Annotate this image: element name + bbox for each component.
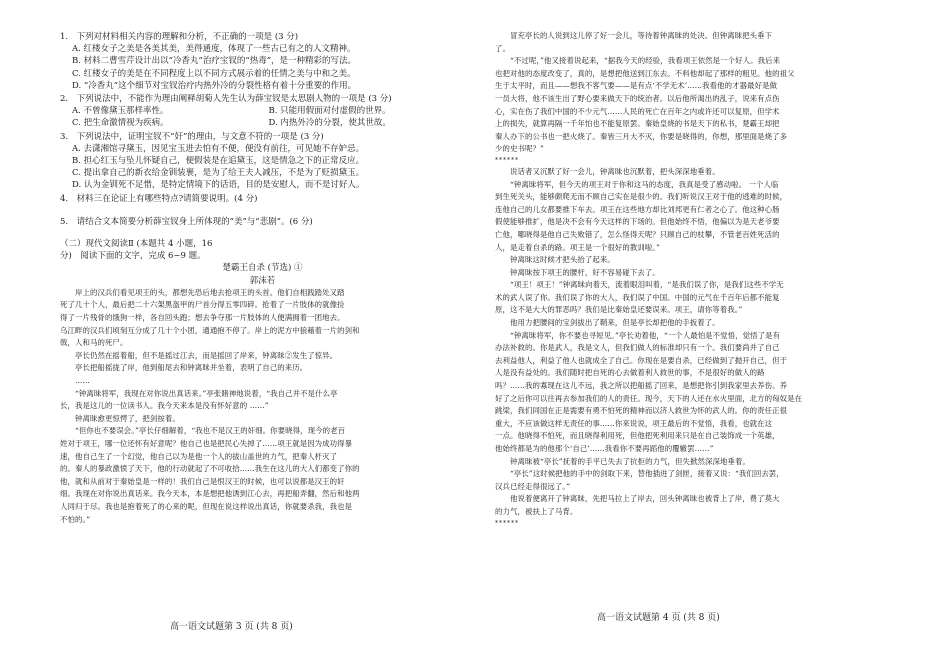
question-2-option-a: A. 不曾像黛玉那样率性。 [72,106,169,117]
page-footer-right: 高一语文试题第 4 页 (共 8 页) [597,613,720,623]
left-page-column [60,30,465,526]
prose-line: 到生死关头，能够颇爬无而不顾自己实在是很少的。我们听说汉王对于他的逃难的时候， [495,192,788,202]
question-3 [60,131,465,192]
prose-line: 假使能够推扩，他是决不会有今天这样的下场的。但他始终不悟，他偏以为是天老爷要 [495,217,780,227]
question-1-option-d: D. “冷香丸”这个细节对宝钗治疗内热外冷的分裂性格有着十分重要的作用。 [72,80,357,91]
prose-line: 乌江畔的汉兵们顷刻互分成了几十个小团，通通抱不停了。岸上的泥方中狼藉着一片的剑和 [60,325,360,335]
prose-line: 长，我是这儿的一位读书人。我今天来本是没有怀好意的 ……” [60,401,269,411]
prose-line: 一点。他晓得不怕死，而且晓得利用死，但他把死利用来只是在自己装饰成一个英雄， [495,431,780,441]
section-instructions: 分) 阅读下面的文字，完成 6~9 题。 [60,251,206,262]
question-3-option-d: D. 认为金钏死不足惜，是特定情境下的话语，目的是安慰人，而不是讨好人。 [72,180,365,191]
right-page-column [495,30,900,529]
question-3-option-b: B. 担心红玉与坠儿怀疑自己，便假装是在追黛玉，这是情急之下的正常反应。 [72,156,365,167]
prose-line: 吗？……我的寡现在这儿不远，我之所以把船摇了回来，是想把你引到我家里去养伤。养 [495,381,788,391]
question-1 [60,31,465,92]
prose-line: 心，实在伤了我们中国的不少元气……人民的死亡在百年之内或许还可以复原，但学术 [495,106,780,116]
prose-line: 他说着便离开了钟离昧，先把马拉上了岸去，回头钟离昧也被背上了岸，费了莫大 [495,494,780,504]
prose-line: 生于太平时，而且——想我不客气要——是有点‘不学无术’……我看他的才器最好是做 [495,81,778,91]
passage-title: 楚霸王自杀 (节选) ① [222,263,303,274]
prose-line: 钟离昧被“亭长”抚着的手平已失去了抗拒的力气，但失掀然深深地垂着。 [495,456,750,466]
prose-line: 跳梁，我们同国在正是需要有勇不怕死的精神而以济人救世为怀的武人的。你的责任正很 [495,406,788,416]
passage-text-right [495,30,900,529]
prose-line: 上的损失，就算再隔一千年怕也不能复原罢。秦始皇烧的书是天下的私书，楚霸王却把 [495,119,780,129]
prose-line: 人同归于尽。我也是抱着死了的心来的呢，但现在说这样说出真话，你就要杀我，我也是 [60,501,353,511]
question-1-option-a: A. 红楼女子之美是各美其美，美得通度，体现了一些古已有之的人文精神。 [72,44,356,55]
prose-line: 亡他，哪晓得是他自己失败错了，怎么怪得天呢？只顾自己的杖攀，不管老百姓死活的 [495,229,780,239]
prose-line: “不过呢，”他又接着说起来，“据我今天的经验，我看项王依然是一个好人。我后来 [495,56,781,66]
prose-line: 办法补救的。你是武人，我是文人，但我们做人的标准却只有一个。我们要尚并了自己 [495,343,780,353]
prose-line: “钟离昧将军，你不要也寻短见。”亭长劝着他，“一个人最怕是不觉悟，觉悟了是有 [495,330,781,340]
prose-line: 戟，人和马的死尸。 [60,338,128,348]
prose-line: “项王！项王！”钟离昧向着天，流着眼泪叫着，“是我们误了你，是我们这些不学无 [495,280,784,290]
question-1-option-b: B. 材料二曹雪芹设计出以“冷香丸”治疗宝钗的“热毒”，是一种精彩的写法。 [72,56,357,67]
prose-line: 人，是走着自杀的路。项王是一个很好的教训啦。” [495,242,660,252]
section-break-stars: ****** [495,519,519,527]
prose-line: 得了一片残骨的饿狗一样，各自回头跑；想去争夺那一片肢体的人便满拥着一团地去。 [60,313,345,323]
section-heading: （二）现代文阅读Ⅱ (本题共 4 小题，16 [60,239,213,250]
prose-line: 少的史书呢？” [495,144,544,154]
prose-line: “钟离昧将军，我现在对你说出真话来。”亭张睹神地说着，“我自己并不是什么亭 [60,388,338,398]
question-1-option-c: C. 红楼女子的美是在不同程度上以不同方式展示着的任情之美与中和之美。 [72,68,356,79]
prose-line: 他用力把腰间的宝剑拔出了鞘来，但是亭长却把他的手扳着了。 [495,318,720,328]
prose-line: 钟离昧这时候才把头抬了起来。 [495,255,615,265]
question-2-option-b: B. 只能用假面对付虚假的世界。 [268,106,391,117]
prose-line: “亭长”这时候把他的手中的剑取下来，替他插进了剑匣，接着又说：“我们回去罢， [495,469,784,479]
prose-line: 的力气，被扶上了马背。 [495,506,578,516]
question-2-option-d: D. 内热外冷的分裂，使其世故。 [268,118,391,129]
passage-text-left [60,287,465,526]
prose-line: 钟离昧愈更惊愕了，把剑按着。 [60,413,180,423]
prose-line: 也把对他的态度改变了，真的，是想把他送到江东去。不料他却起了那样的粗见。他的祖父 [495,68,795,78]
prose-line: 连他自己的儿女都要推下车去。项王在这些地方却比刘邦更有仁者之心了。他这种心肠 [495,204,780,214]
question-3-option-c: C. 提出拿自己的新衣给金钏装裹，是为了给王夫人减压，不是为了贬损黛玉。 [72,168,365,179]
prose-line: 死了几十个人，最后把二十六架黑盔甲的尸首分得五零四碎。抢着了一片肢体的就像捡 [60,300,345,310]
prose-line: 去利益他人，利益了他人也就成全了自己。你现在是要自杀，已经做到了抛开自己，但于 [495,355,788,365]
prose-line: 亭长仍然在摇着船，但不是摇过江去，而是摇回了岸来，钟离昧②发生了惊异。 [60,350,338,360]
prose-line: 钟离昧按下项王的腰杆，好不容易碰下去了。 [495,267,660,277]
question-2 [60,93,465,130]
prose-line: 不怕的。” [60,514,91,524]
question-4: 4. 材料三在论证上有哪些特点?请简要说明。(4 分) [60,193,258,204]
question-2-stem: 2. 下列说法中，不能作为理由阐释胡菊人先生认为薛宝钗是太思剧人物的一项是 (3 分) [60,94,392,105]
prose-line: …… [60,376,90,386]
prose-line: 重大，不应该做这样无责任的事……你来说说，项王最后的不觉悟，我看，也就在这 [495,418,773,428]
prose-line: 他，就和从前对于秦始皇是一样的！我们自己是恨汉王的时候，也可以说都是汉王的奸 [60,476,345,486]
prose-line: 了。 [495,43,510,53]
prose-line: 一员大将，他不该生出了野心要来做天下的统治者。以后他所渴出的乱子，说来有点伤 [495,93,780,103]
prose-line: 秦人办下的公书也一把火烧了。秦皆三月大不灭，你要是晓得的，你想，那里面是烧了多 [495,131,788,141]
prose-line: 好了之后你可以往再去参加我们的人的责任。现今，天下的人还在水火里面，北方的匈奴是在 [495,393,803,403]
prose-line: 术的武人误了你。我们误了你的大人，我们误了中国。中国的元气在千百年后都不能复 [495,292,780,302]
passage-author: 郭沫若 [249,275,276,286]
prose-line: 的。秦人的暴政激愤了天下，他的行动就起了不可收拾……我生在这儿的大人们都变了你的 [60,464,360,474]
prose-line: 汉兵已经走得很远了。” [495,481,571,491]
prose-line: 亭长把船摇拢了岸，他到船尾去和钟离昧并坐着，表明了自己的来历。 [60,363,308,373]
prose-line: 人是没有益处的。我们随时把自死的心去做着利人救世的事，不是很好的做人的路 [495,368,765,378]
prose-line: 原，这不是大大的罪恶吗？我们是比秦始皇还要误来。项王，请你等着我。” [495,305,743,315]
prose-line: “但你也不要误会。”亭长仔细解着，“我也不是汉王的奸细。你要晓得，现今的老百 [60,426,346,436]
section-break-stars: ****** [495,156,519,164]
prose-line: 细。我现在对你说出真话来。我今天本，本是想把他诱到江心去，再把船弄翻，然后和他两 [60,489,360,499]
question-3-stem: 3. 下列说法中，证明宝钗不“奸”的理由，与文意不符的一项是 (3 分) [60,131,324,142]
question-5: 5. 请结合文本简要分析薛宝钗身上所体现的“美”与“悲剧”。(6 分) [60,216,313,227]
prose-line: 岸上的汉兵们看见项王的头，都想先恐后地去抢项王的头首。他们自相践踏处又踏 [60,287,345,297]
prose-line: “钟离昧将军，但今天的项王对于你和这马的态度，我真是受了感动啦。 一个人临 [495,179,779,189]
prose-line: 他始终都是为的他那个‘自己’……我看你不要再蹈他的覆辙罢……” [495,444,714,453]
prose-line: 姓对于项王，哪一位还怀有好意呢？他自己也是把民心失掉了……项王就是因为成功得暴 [60,438,353,448]
question-1-stem: 1. 下列对材料相关内容的理解和分析，不正确的一项是 (3 分) [60,32,299,42]
prose-line: 说话者又沉默了好一会儿，钟离昧也沉默着，把头深深地垂着。 [495,166,720,176]
question-2-option-c: C. 把生命激情视为疾病。 [72,118,169,129]
prose-line: 速，他自己生了一个幻觉，他自己以为是他一个人的拔山盖世的力气，把秦人杆灭了 [60,451,338,461]
question-3-option-a: A. 去潇湘馆寻黛玉，因见宝玉进去怕有不便，便没有前往，可见她不存妒忌。 [72,143,365,154]
page-footer-left: 高一语文试题第 3 页 (共 8 页) [170,622,293,632]
prose-line: 冒充亭长的人说到这儿停了好一会儿，等待着钟离昧的处决。但钟离昧把头垂下 [495,31,773,40]
